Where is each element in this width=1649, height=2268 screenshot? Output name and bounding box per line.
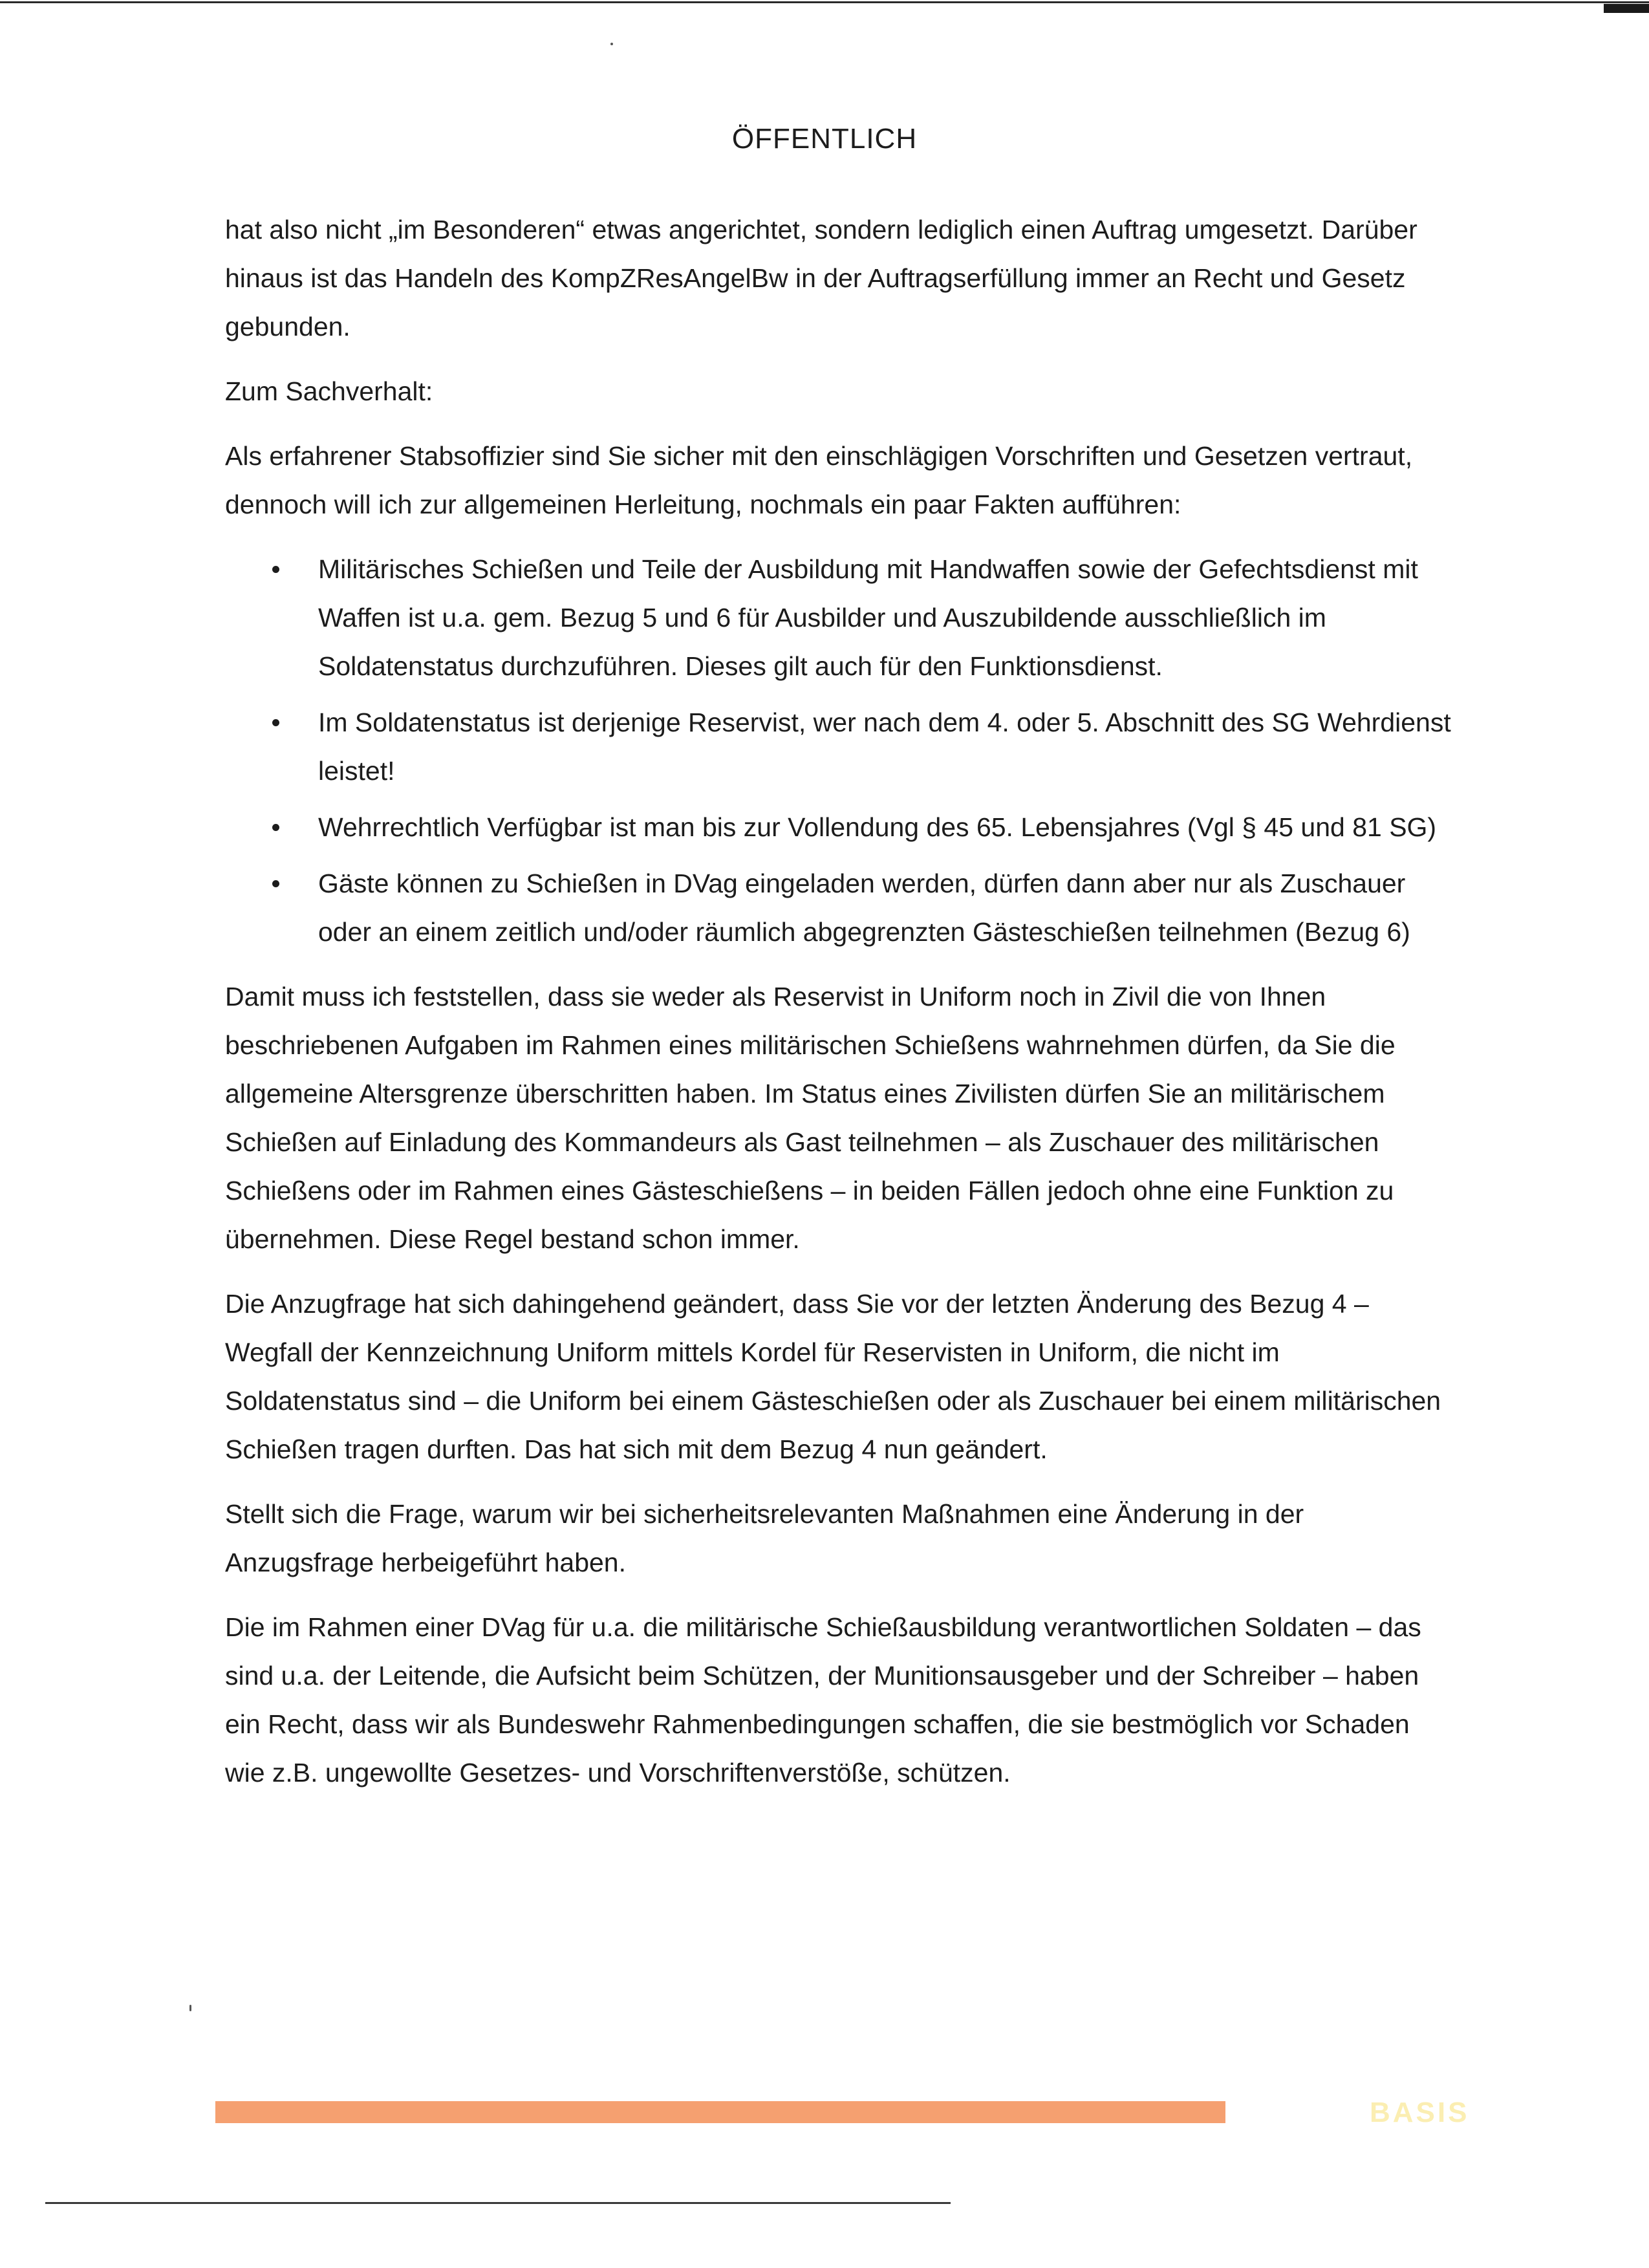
paragraph-facts-intro: Als erfahrener Stabsoffizier sind Sie sicher mit den einschlägigen Vorschriften und Gesetzen vertraut, dennoch will ich zur allgemeinen Herleitung, nochmals ein paar Fakten aufführen: xyxy=(225,441,1413,519)
paragraph-question: Stellt sich die Frage, warum wir bei sicherheitsrelevanten Maßnahmen eine Änderung in der Anzugsfrage herbeigeführt haben. xyxy=(225,1499,1304,1577)
letter-body xyxy=(225,206,1454,1813)
list-item: Wehrrechtlich Verfügbar ist man bis zur Vollendung des 65. Lebensjahres (Vgl § 45 und 81 SG) xyxy=(318,803,1454,852)
classification-header: ÖFFENTLICH xyxy=(731,123,918,155)
footer-color-bar xyxy=(215,2101,1225,2123)
list-item: Militärisches Schießen und Teile der Ausbildung mit Handwaffen sowie der Gefechtsdienst mit Waffen ist u.a. gem. Bezug 5 und 6 für Ausbilder und Auszubildende ausschließlich im Soldatenstatus durchzuführen. Dieses gilt auch für den Funktionsdienst. xyxy=(318,545,1454,691)
footer-rule xyxy=(45,2202,951,2204)
scan-top-edge xyxy=(0,1,1649,3)
facts-list xyxy=(225,545,1454,956)
scan-speck xyxy=(189,2005,191,2011)
list-item: Gäste können zu Schießen in DVag eingeladen werden, dürfen dann aber nur als Zuschauer oder an einem zeitlich und/oder räumlich abgegrenzten Gästeschießen teilnehmen (Bezug 6) xyxy=(318,859,1454,956)
paragraph-intro: hat also nicht „im Besonderen“ etwas angerichtet, sondern lediglich einen Auftrag umgesetzt. Darüber hinaus ist das Handeln des KompZResAngelBw in der Auftragserfüllung immer an Recht und Gesetz gebunden. xyxy=(225,215,1417,341)
paragraph-uniform: Die Anzugfrage hat sich dahingehend geändert, dass Sie vor der letzten Änderung des Bezug 4 – Wegfall der Kennzeichnung Uniform mittels Kordel für Reservisten in Uniform, die nicht im Soldatenstatus sind – die Uniform bei einem Gästeschießen oder als Zuschauer bei einem militärischen Schießen tragen durften. Das hat sich mit dem Bezug 4 nun geändert. xyxy=(225,1289,1441,1464)
footer-brand-logo: BASIS xyxy=(1370,2097,1470,2128)
paragraph-conclusion: Damit muss ich feststellen, dass sie weder als Reservist in Uniform noch in Zivil die von Ihnen beschriebenen Aufgaben im Rahmen eines militärischen Schießens wahrnehmen dürfen, da Sie die allgemeine Altersgrenze überschritten haben. Im Status eines Zivilisten dürfen Sie an militärischem Schießen auf Einladung des Kommandeurs als Gast teilnehmen – als Zuschauer des militärischen Schießens oder im Rahmen eines Gästeschießens – in beiden Fällen jedoch ohne eine Funktion zu übernehmen. Diese Regel bestand schon immer. xyxy=(225,982,1396,1254)
paragraph-responsibility: Die im Rahmen einer DVag für u.a. die militärische Schießausbildung verantwortlichen Soldaten – das sind u.a. der Leitende, die Aufsicht beim Schützen, der Munitionsausgeber und der Schreiber – haben ein Recht, dass wir als Bundeswehr Rahmenbedingungen schaffen, die sie bestmöglich vor Schaden wie z.B. ungewollte Gesetzes- und Vorschriftenverstöße, schützen. xyxy=(225,1612,1421,1787)
scan-corner-mark xyxy=(1604,4,1649,13)
paragraph-sachverhalt-heading: Zum Sachverhalt: xyxy=(225,376,433,406)
scan-speck xyxy=(610,43,613,45)
list-item: Im Soldatenstatus ist derjenige Reservist, wer nach dem 4. oder 5. Abschnitt des SG Wehrdienst leistet! xyxy=(318,698,1454,795)
